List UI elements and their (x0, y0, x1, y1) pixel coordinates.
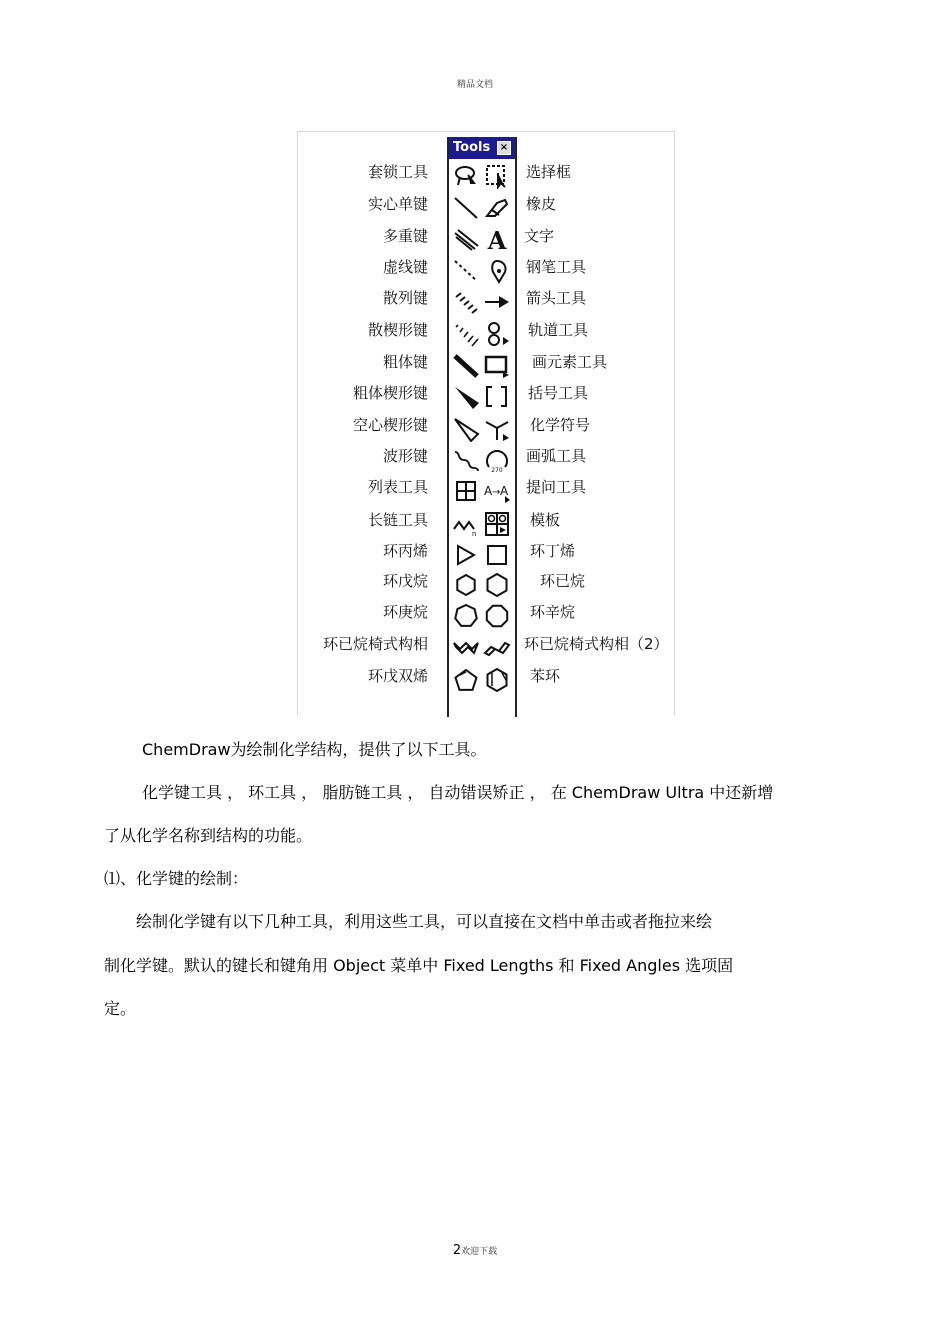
section-heading: ⑴、化学键的绘制： (104, 869, 249, 888)
tools-palette (447, 137, 517, 717)
orbital-icon[interactable] (483, 321, 511, 347)
svg-text:A: A (500, 484, 509, 498)
right-tool-label: 选择框 (526, 163, 572, 181)
right-tool-label: 环已烷 (540, 572, 586, 590)
left-tool-label: 实心单键 (367, 195, 428, 213)
drawing-element-icon[interactable] (483, 353, 511, 379)
left-tool-label: 多重键 (382, 227, 428, 245)
left-tool-label: 波形键 (382, 447, 428, 465)
dashed-bond-icon[interactable] (452, 258, 480, 284)
palette-title: Tools (453, 140, 491, 155)
right-tool-label: 文字 (524, 227, 555, 245)
left-tool-label: 环丙烯 (382, 542, 428, 560)
bracket-icon[interactable] (483, 384, 511, 410)
bold-bond-icon[interactable] (452, 353, 480, 379)
right-tool-label: 模板 (530, 511, 561, 529)
benzene-icon[interactable] (483, 667, 511, 693)
pen-icon[interactable] (483, 258, 511, 284)
left-tool-label: 散楔形键 (367, 321, 428, 339)
paragraph-4-line-3: 定。 (104, 999, 137, 1018)
paragraph-1: ChemDraw为绘制化学结构，提供了以下工具。 (142, 740, 487, 759)
right-tool-label: 画弧工具 (526, 447, 587, 465)
left-tool-label: 环戊双烯 (367, 667, 428, 685)
chain-icon[interactable] (452, 511, 480, 537)
solid-bond-icon[interactable] (452, 195, 480, 221)
query-icon[interactable] (483, 478, 511, 504)
cyclooctane-icon[interactable] (483, 603, 511, 629)
cyclohexane-chair-2-icon[interactable] (483, 635, 511, 661)
right-tool-label: 环辛烷 (530, 603, 576, 621)
template-icon[interactable] (483, 511, 511, 537)
close-icon[interactable]: × (497, 141, 511, 155)
cyclobutane-icon[interactable] (483, 542, 511, 568)
left-tool-label: 虚线键 (382, 258, 428, 276)
cyclopropane-icon[interactable] (452, 542, 480, 568)
multiple-bond-icon[interactable] (452, 227, 480, 253)
left-tool-label: 散列键 (382, 289, 428, 307)
hashed-wedge-bond-icon[interactable] (452, 321, 480, 347)
right-tool-label: 箭头工具 (526, 289, 587, 307)
chemical-symbol-icon[interactable] (483, 416, 511, 442)
cyclopentane-icon[interactable] (452, 572, 480, 598)
right-tool-label: 环丁烯 (530, 542, 576, 560)
page-number: 2 (452, 1243, 462, 1258)
cyclohexane-chair-icon[interactable] (452, 635, 480, 661)
right-tool-label: 画元素工具 (532, 353, 608, 371)
hashed-bond-icon[interactable] (452, 289, 480, 315)
footer-text: 欢迎下载 (461, 1247, 498, 1257)
wavy-bond-icon[interactable] (452, 447, 480, 473)
svg-text:270: 270 (491, 467, 503, 473)
left-tool-label: 环已烷椅式构相 (322, 635, 428, 653)
text-icon[interactable] (483, 227, 511, 253)
right-tool-label: 环已烷椅式构相（2） (524, 635, 669, 653)
paragraph-4-line-1: 绘制化学键有以下几种工具，利用这些工具，可以直接在文档中单击或者拖拉来绘 (136, 912, 713, 931)
right-tool-label: 轨道工具 (528, 321, 589, 339)
left-tool-label: 长链工具 (367, 511, 428, 529)
left-tool-label: 套锁工具 (367, 163, 428, 181)
paragraph-4-line-2: 制化学键。默认的键长和键角用 Object 菜单中 Fixed Lengths 和 Fixed Angles 选项固 (104, 956, 734, 975)
page-footer (0, 1243, 950, 1258)
left-tool-label: 空心楔形键 (352, 416, 428, 434)
bold-wedge-bond-icon[interactable] (452, 384, 480, 410)
arc-icon[interactable] (483, 447, 511, 473)
left-tool-label: 环戊烷 (382, 572, 428, 590)
right-tool-label: 钢笔工具 (526, 258, 587, 276)
right-tool-label: 苯环 (530, 667, 561, 685)
page-header: 精品文档 (456, 80, 493, 90)
lasso-icon[interactable] (452, 163, 480, 189)
svg-text:→: → (492, 487, 501, 498)
right-tool-label: 化学符号 (530, 416, 591, 434)
cycloheptane-icon[interactable] (452, 603, 480, 629)
left-tool-label: 粗体键 (382, 353, 428, 371)
svg-text:n: n (472, 530, 477, 537)
left-tool-label: 列表工具 (367, 478, 428, 496)
svg-text:A: A (487, 227, 507, 253)
right-tool-label: 括号工具 (528, 384, 589, 402)
table-icon[interactable] (452, 478, 480, 504)
left-tool-label: 环庚烷 (382, 603, 428, 621)
right-tool-label: 提问工具 (526, 478, 587, 496)
arrow-icon[interactable] (483, 289, 511, 315)
chemdraw-tools-figure (297, 131, 675, 716)
eraser-icon[interactable] (483, 195, 511, 221)
paragraph-2-line-1: 化学键工具 ， 环工具 ， 脂肪链工具 ， 自动错误矫正 ， 在 ChemDraw Ultra 中还新增 (142, 783, 774, 802)
cyclohexane-icon[interactable] (483, 572, 511, 598)
palette-title-bar (449, 137, 515, 159)
paragraph-2-line-2: 了从化学名称到结构的功能。 (104, 826, 313, 845)
svg-text:A: A (484, 484, 493, 498)
marquee-icon[interactable] (483, 163, 511, 189)
cyclopentadiene-icon[interactable] (452, 667, 480, 693)
left-tool-label: 粗体楔形键 (352, 384, 428, 402)
hollow-wedge-bond-icon[interactable] (452, 416, 480, 442)
right-tool-label: 橡皮 (526, 195, 557, 213)
